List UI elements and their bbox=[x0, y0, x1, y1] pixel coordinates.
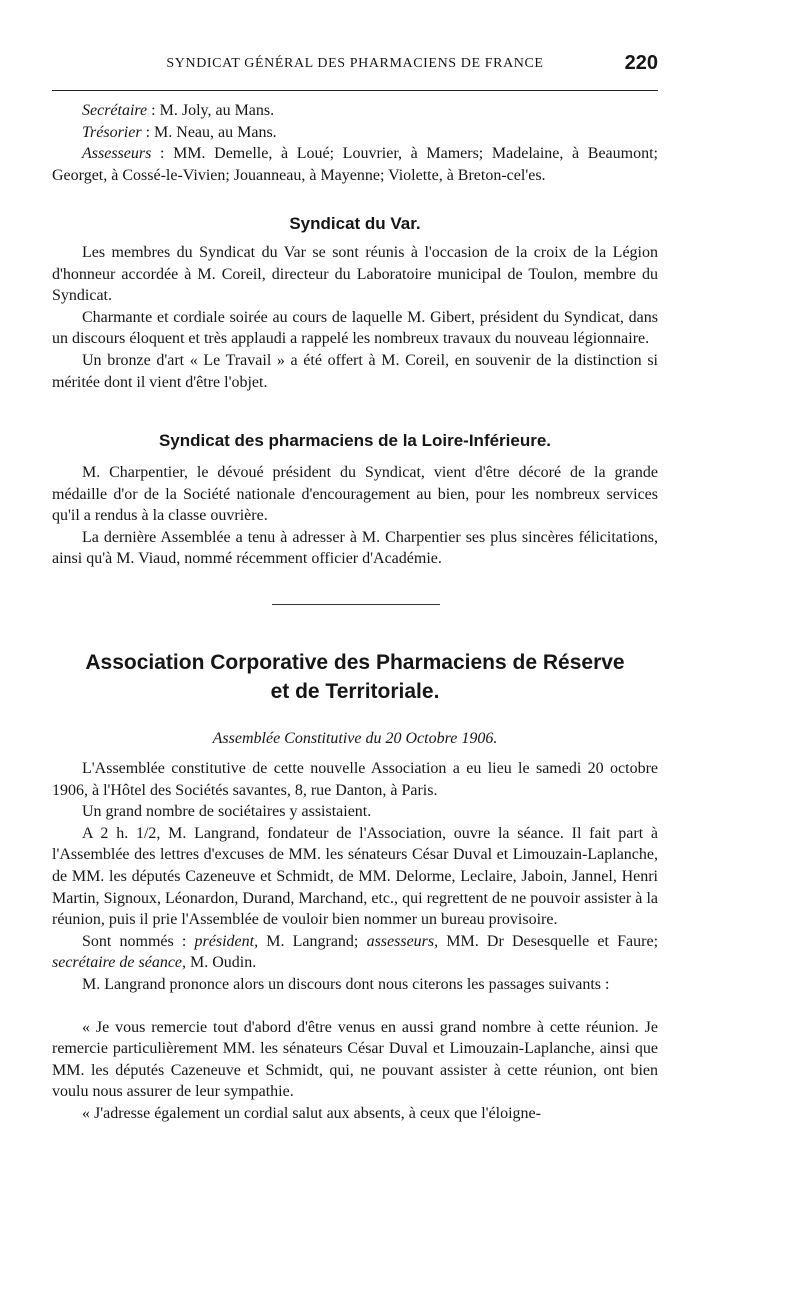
secretaire-label: Secrétaire bbox=[82, 102, 148, 119]
officers-block bbox=[52, 100, 658, 186]
secretaire-seance-value: M. Oudin. bbox=[190, 954, 257, 972]
loire-paragraph-2: La dernière Assemblée a tenu à adresser à M. Charpentier ses plus sincères félicitations, ainsi qu'à M. Viaud, nommé récemment officier d'Académie. bbox=[52, 528, 658, 568]
loire-heading: Syndicat des pharmaciens de la Loire-Inférieure. bbox=[158, 431, 552, 450]
nommes-label: Sont nommés : bbox=[82, 932, 187, 950]
assesseurs-label-2: assesseurs, bbox=[366, 932, 439, 950]
paragraph-gap bbox=[52, 996, 658, 1017]
loire-paragraph-1: M. Charpentier, le dévoué président du Syndicat, vient d'être décoré de la grande médaille d'or de la Société nationale d'encouragement au bien, pour les nombreux services qu'il a rendus à la classe ouvrière. bbox=[52, 464, 658, 525]
page-number: 220 bbox=[624, 52, 658, 74]
var-heading: Syndicat du Var. bbox=[289, 214, 421, 233]
secretaire-line: Secrétaire : M. Joly, au Mans. bbox=[82, 102, 275, 119]
tresorier-line: Trésorier : M. Neau, au Mans. bbox=[82, 123, 277, 141]
association-paragraph-4 bbox=[52, 931, 658, 974]
running-title: SYNDICAT GÉNÉRAL DES PHARMACIENS DE FRANCE bbox=[166, 56, 544, 71]
association-paragraph-3: A 2 h. 1/2, M. Langrand, fondateur de l'Association, ouvre la séance. Il fait part à l'Assemblée des lettres d'excuses de MM. les sénateurs César Duval et Limouzain-Laplanche, de MM. les députés Cazeneuve et Schmidt, de MM. Delorme, Leclaire, Jaboin, Jannel, Henri Martin, Signoux, Léonardon, Durand, Marchand, etc., qui regrettent de ne pouvoir assister à la réunion, puis il prie l'Assemblée de vouloir bien nommer un bureau provisoire. bbox=[52, 824, 658, 929]
assesseurs-value-2: MM. Dr Desesquelle et Faure; bbox=[446, 932, 659, 950]
association-heading-line-2: et de Territoriale. bbox=[270, 680, 440, 703]
secretaire-value: M. Joly, au Mans. bbox=[159, 102, 275, 119]
association-paragraph-7: « J'adresse également un cordial salut aux absents, à ceux que l'éloigne- bbox=[82, 1104, 541, 1122]
association-section bbox=[52, 648, 658, 1125]
header-rule bbox=[52, 90, 658, 91]
var-paragraph-1: Les membres du Syndicat du Var se sont réunis à l'occasion de la croix de la Légion d'honneur accordée à M. Coreil, directeur du Laboratoire municipal de Toulon, membre du Syndicat. bbox=[52, 244, 658, 305]
var-section bbox=[52, 212, 658, 393]
association-paragraph-2: Un grand nombre de sociétaires y assistaient. bbox=[82, 803, 372, 821]
president-label: président, bbox=[194, 932, 259, 950]
secretaire-seance-label: secrétaire de séance, bbox=[52, 954, 187, 972]
assesseurs-value: MM. Demelle, à Loué; Louvrier, à Mamers; Madelaine, à Beaumont; Georget, à Cossé-le-Vivien; Jouanneau, à Mayenne; Violette, à Breton-cel'es. bbox=[52, 145, 658, 184]
association-paragraph-5: M. Langrand prononce alors un discours dont nous citerons les passages suivants : bbox=[82, 975, 610, 993]
association-paragraph-6: « Je vous remercie tout d'abord d'être venus en aussi grand nombre à cette réunion. Je remercie particulièrement MM. les sénateurs César Duval et Limouzain-Laplanche, ainsi que MM. les députés Cazeneuve et Schmidt, qui, ne pouvant assister à cette réunion, ont bien voulu nous assurer de leur sympathie. bbox=[52, 1018, 658, 1101]
president-value: M. Langrand; bbox=[266, 932, 359, 950]
assesseurs-label: Assesseurs bbox=[82, 145, 152, 163]
association-heading-line-1: Association Corporative des Pharmaciens de Réserve bbox=[85, 651, 625, 674]
assesseurs-line: Assesseurs : MM. Demelle, à Loué; Louvrier, à Mamers; Madelaine, à Beaumont; Georget, à Cossé-le-Vivien; Jouanneau, à Mayenne; Violette, à Breton-cel'es. bbox=[52, 145, 658, 184]
section-divider bbox=[272, 604, 440, 605]
association-subheading: Assemblée Constitutive du 20 Octobre 1906. bbox=[212, 730, 498, 747]
tresorier-label: Trésorier bbox=[82, 123, 142, 141]
loire-section bbox=[52, 428, 658, 570]
tresorier-value: M. Neau, au Mans. bbox=[154, 123, 277, 141]
association-paragraph-1: L'Assemblée constitutive de cette nouvelle Association a eu lieu le samedi 20 octobre 1906, à l'Hôtel des Sociétés savantes, 8, rue Danton, à Paris. bbox=[52, 760, 658, 799]
var-paragraph-3: Un bronze d'art « Le Travail » a été offert à M. Coreil, en souvenir de la distinction si méritée dont il vient d'être l'objet. bbox=[52, 351, 658, 391]
var-paragraph-2: Charmante et cordiale soirée au cours de laquelle M. Gibert, président du Syndicat, dans un discours éloquent et très applaudi a rappelé les nombreux travaux du nouveau légionnaire. bbox=[52, 308, 658, 348]
